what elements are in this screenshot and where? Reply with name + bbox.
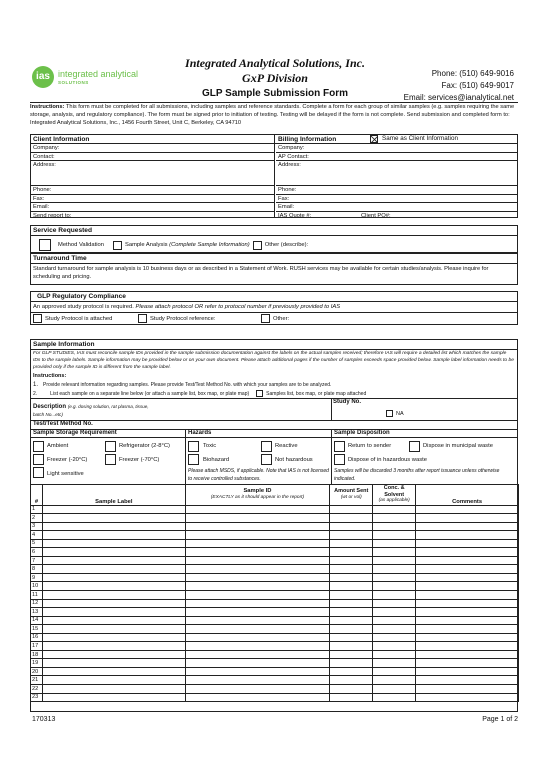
- protocol-attached-checkbox[interactable]: [33, 314, 42, 323]
- amount-cell[interactable]: [330, 548, 373, 557]
- row-number: 4: [31, 531, 43, 540]
- row-number: 22: [31, 684, 43, 693]
- row-number: 8: [31, 565, 43, 574]
- sample-info-note: For GLP STUDIES, IAS must reconcile sample IDs provided in the sample submission documentation against the labels on the actual samples received; therefore IAS will require a detailed list which matches the sample IDs to the sample labels. Sample information may be provided below or on your own document. Please attach additional pages if the number of samples exceeds space provided below. Sample label information needs to be provided only if the sample ID is different from the sample label.: [33, 351, 514, 371]
- col-label-header: Sample Label: [42, 485, 185, 506]
- row-number: 18: [31, 650, 43, 659]
- col-amount-header: Amount Sent (wt or vol): [330, 485, 373, 506]
- sample-id-cell[interactable]: [185, 590, 330, 599]
- col-comments-header: Comments: [416, 485, 519, 506]
- toxic-checkbox[interactable]: [188, 441, 199, 452]
- sample-id-cell[interactable]: [185, 684, 330, 693]
- amount-cell[interactable]: [330, 539, 373, 548]
- conc-cell[interactable]: [373, 556, 416, 565]
- conc-cell[interactable]: [373, 573, 416, 582]
- sample-id-cell[interactable]: [185, 556, 330, 565]
- amount-cell[interactable]: [330, 582, 373, 591]
- conc-cell[interactable]: [373, 531, 416, 540]
- conc-cell[interactable]: [373, 693, 416, 702]
- comments-cell[interactable]: [416, 514, 519, 523]
- row-number: 1: [31, 505, 43, 514]
- method-validation-checkbox[interactable]: [39, 239, 51, 251]
- disposition-title: Sample Disposition: [334, 430, 390, 436]
- row-number: 10: [31, 582, 43, 591]
- protocol-reference-checkbox[interactable]: [138, 314, 147, 323]
- logo: [32, 66, 152, 90]
- col-id-header: Sample ID (EXACTLY as it should appear in the report): [185, 485, 330, 506]
- hazards-title: Hazards: [188, 430, 212, 436]
- sample-label-cell[interactable]: [42, 573, 185, 582]
- client-po-field[interactable]: Client PO#:: [361, 212, 391, 219]
- comments-cell[interactable]: [416, 590, 519, 599]
- col-conc-header: Conc. & Solvent (as applicable): [373, 485, 416, 506]
- same-as-client-label: Same as Client Information: [382, 135, 458, 142]
- table-row: [31, 599, 519, 608]
- table-row: [31, 582, 519, 591]
- comments-cell[interactable]: [416, 684, 519, 693]
- sample-label-cell[interactable]: [42, 539, 185, 548]
- return-sender-label: Return to sender: [348, 443, 392, 449]
- comments-cell[interactable]: [416, 608, 519, 617]
- protocol-reference-label: Study Protocol reference:: [150, 315, 216, 322]
- table-row: [31, 531, 519, 540]
- sample-label-cell[interactable]: [42, 531, 185, 540]
- sample-id-cell[interactable]: [185, 625, 330, 634]
- row-number: 17: [31, 642, 43, 651]
- sample-label-cell[interactable]: [42, 608, 185, 617]
- storage-title: Sample Storage Requirement: [33, 430, 117, 436]
- row-number: 12: [31, 599, 43, 608]
- row-number: 3: [31, 522, 43, 531]
- billing-info-title: Billing Information: [278, 136, 337, 143]
- row-number: 20: [31, 667, 43, 676]
- ambient-checkbox[interactable]: [33, 441, 44, 452]
- footer-page: Page 1 of 2: [482, 716, 518, 723]
- company-name: Integrated Analytical Solutions, Inc.: [185, 56, 365, 70]
- sample-step-1: 1. Provide relevant information regarding samples. Please provide Test/Test Method No. with which your samples are to be analyzed.: [33, 382, 332, 388]
- sample-id-cell[interactable]: [185, 650, 330, 659]
- turnaround-title: Turnaround Time: [33, 255, 87, 262]
- amount-cell[interactable]: [330, 565, 373, 574]
- amount-cell[interactable]: [330, 625, 373, 634]
- sample-list-attached-checkbox[interactable]: [256, 390, 263, 397]
- refrigerator-label: Refrigerator (2-8°C): [119, 443, 170, 449]
- billing-company-field[interactable]: Company:: [276, 144, 518, 153]
- amount-cell[interactable]: [330, 608, 373, 617]
- reactive-checkbox[interactable]: [261, 441, 272, 452]
- table-row: [31, 573, 519, 582]
- sample-info-title: Sample Information: [33, 341, 95, 348]
- sample-id-cell[interactable]: [185, 633, 330, 642]
- amount-cell[interactable]: [330, 599, 373, 608]
- conc-cell[interactable]: [373, 565, 416, 574]
- conc-cell[interactable]: [373, 659, 416, 668]
- billing-address-field[interactable]: Address:: [276, 161, 518, 186]
- service-title: Service Requested: [33, 227, 93, 234]
- billing-ap-contact-field[interactable]: AP Contact:: [276, 153, 518, 162]
- comments-cell[interactable]: [416, 539, 519, 548]
- freezer-70-label: Freezer (-70°C): [119, 457, 160, 463]
- comments-cell[interactable]: [416, 693, 519, 702]
- sample-id-cell[interactable]: [185, 522, 330, 531]
- sample-id-cell[interactable]: [185, 548, 330, 557]
- comments-cell[interactable]: [416, 573, 519, 582]
- sample-id-cell[interactable]: [185, 667, 330, 676]
- sample-id-cell[interactable]: [185, 693, 330, 702]
- disposition-note: Samples will be discarded 3 months after report issuance unless otherwise indicated.: [334, 468, 500, 482]
- sample-label-cell[interactable]: [42, 659, 185, 668]
- footer-code: 170313: [32, 716, 56, 723]
- dispose-hazardous-checkbox[interactable]: [334, 454, 345, 465]
- sample-id-cell[interactable]: [185, 676, 330, 685]
- sample-label-cell[interactable]: [42, 548, 185, 557]
- amount-cell[interactable]: [330, 633, 373, 642]
- test-method-field[interactable]: Test/Test Method No.: [33, 421, 93, 427]
- sample-id-cell[interactable]: [185, 608, 330, 617]
- turnaround-text: Standard turnaround for sample analysis is 10 business days or as described in a Statement of Work. RUSH services may be available for certain studies/analysis. Please inquire for scheduling and pricing.: [33, 266, 489, 280]
- table-row: [31, 625, 519, 634]
- table-row: [31, 667, 519, 676]
- conc-cell[interactable]: [373, 505, 416, 514]
- table-row: [31, 522, 519, 531]
- table-row: [31, 590, 519, 599]
- comments-cell[interactable]: [416, 616, 519, 625]
- row-number: 6: [31, 548, 43, 557]
- conc-cell[interactable]: [373, 582, 416, 591]
- glp-title: GLP Regulatory Compliance: [37, 293, 126, 300]
- conc-cell[interactable]: [373, 642, 416, 651]
- table-row: [31, 693, 519, 702]
- conc-cell[interactable]: [373, 650, 416, 659]
- division-name: GxP Division: [242, 71, 308, 85]
- client-billing-box: [30, 134, 518, 218]
- amount-cell[interactable]: [330, 590, 373, 599]
- glp-requirement-text: An approved study protocol is required. Please attach protocol OR refer to protocol number if previously provided to IAS: [33, 304, 341, 310]
- ambient-label: Ambient: [47, 443, 69, 449]
- comments-cell[interactable]: [416, 556, 519, 565]
- light-sensitive-checkbox[interactable]: [33, 467, 44, 478]
- client-email-field[interactable]: Email:: [31, 203, 275, 212]
- biohazard-checkbox[interactable]: [188, 454, 199, 465]
- amount-cell[interactable]: [330, 616, 373, 625]
- same-as-client-checkbox[interactable]: [370, 135, 378, 143]
- glp-other-checkbox[interactable]: [261, 314, 270, 323]
- toxic-label: Toxic: [203, 443, 217, 449]
- logo-sub-text: SOLUTIONS: [58, 80, 89, 85]
- sample-label-cell[interactable]: [42, 590, 185, 599]
- ias-quote-field[interactable]: IAS Quote #:: [278, 212, 312, 219]
- conc-cell[interactable]: [373, 625, 416, 634]
- table-row: [31, 676, 519, 685]
- logo-circle-icon: [32, 66, 54, 88]
- billing-email-field[interactable]: Email:: [276, 203, 518, 212]
- other-service-checkbox[interactable]: [253, 241, 262, 250]
- amount-cell[interactable]: [330, 505, 373, 514]
- row-number: 15: [31, 625, 43, 634]
- light-sensitive-label: Light sensitive: [47, 471, 84, 477]
- table-row: [31, 650, 519, 659]
- conc-cell[interactable]: [373, 539, 416, 548]
- row-number: 2: [31, 514, 43, 523]
- dispose-municipal-checkbox[interactable]: [409, 441, 420, 452]
- row-number: 9: [31, 573, 43, 582]
- conc-cell[interactable]: [373, 667, 416, 676]
- client-fax-field[interactable]: Fax:: [31, 195, 275, 204]
- sample-label-cell[interactable]: [42, 505, 185, 514]
- logo-main-text: integrated analytical: [58, 69, 139, 79]
- sample-label-cell[interactable]: [42, 599, 185, 608]
- conc-cell[interactable]: [373, 522, 416, 531]
- row-number: 14: [31, 616, 43, 625]
- comments-cell[interactable]: [416, 582, 519, 591]
- sample-id-cell[interactable]: [185, 539, 330, 548]
- row-number: 7: [31, 556, 43, 565]
- table-row: [31, 514, 519, 523]
- dispose-municipal-label: Dispose in municipal waste: [423, 443, 493, 449]
- comments-cell[interactable]: [416, 505, 519, 514]
- comments-cell[interactable]: [416, 625, 519, 634]
- contact-email: Email: services@ianalytical.net: [403, 93, 514, 102]
- amount-cell[interactable]: [330, 573, 373, 582]
- conc-cell[interactable]: [373, 548, 416, 557]
- reactive-label: Reactive: [275, 443, 298, 449]
- sample-label-cell[interactable]: [42, 633, 185, 642]
- refrigerator-checkbox[interactable]: [105, 441, 116, 452]
- glp-compliance-box: [30, 291, 518, 325]
- amount-cell[interactable]: [330, 514, 373, 523]
- biohazard-label: Biohazard: [203, 457, 230, 463]
- turnaround-box: [30, 253, 518, 285]
- table-row: [31, 633, 519, 642]
- table-row: [31, 565, 519, 574]
- comments-cell[interactable]: [416, 676, 519, 685]
- table-row: [31, 608, 519, 617]
- sample-label-cell[interactable]: [42, 667, 185, 676]
- protocol-attached-label: Study Protocol is attached: [45, 315, 113, 322]
- sample-id-cell[interactable]: [185, 599, 330, 608]
- comments-cell[interactable]: [416, 667, 519, 676]
- table-row: [31, 539, 519, 548]
- contact-fax: Fax: (510) 649-9017: [441, 81, 514, 90]
- logo-ias-text: ias: [36, 71, 50, 82]
- conc-cell[interactable]: [373, 633, 416, 642]
- row-number: 5: [31, 539, 43, 548]
- sample-label-cell[interactable]: [42, 676, 185, 685]
- sample-instructions-label: Instructions:: [33, 373, 67, 379]
- table-row: [31, 616, 519, 625]
- freezer-70-checkbox[interactable]: [105, 454, 116, 465]
- instructions-text: This form must be completed for all submissions, including samples and reference standards. Complete a form for each group of similar samples (e.g. samples requiring the same storage, analysis, and regulatory compliance). The form must be signed prior to initiation of testing. Testing will be delayed if the form is not complete. Send submission and completed form to: Integrated Analytical Solutions, Inc., 1456 Fourth Street, Unit C, Berkeley, CA 94710: [30, 104, 515, 127]
- sample-list-attached-label: Samples list, box map, or plate map attached: [266, 390, 367, 397]
- glp-other-label: Other:: [273, 315, 290, 322]
- comments-cell[interactable]: [416, 548, 519, 557]
- instructions-block: [30, 103, 520, 128]
- sample-analysis-checkbox[interactable]: [113, 241, 122, 250]
- client-company-field[interactable]: Company:: [31, 144, 275, 153]
- sample-id-cell[interactable]: [185, 565, 330, 574]
- comments-cell[interactable]: [416, 522, 519, 531]
- method-validation-label: Method Validation: [58, 242, 104, 248]
- sample-label-cell[interactable]: [42, 522, 185, 531]
- table-row: [31, 659, 519, 668]
- form-title: GLP Sample Submission Form: [202, 88, 348, 99]
- comments-cell[interactable]: [416, 642, 519, 651]
- amount-cell[interactable]: [330, 667, 373, 676]
- amount-cell[interactable]: [330, 650, 373, 659]
- amount-cell[interactable]: [330, 693, 373, 702]
- table-row: [31, 548, 519, 557]
- sample-id-cell[interactable]: [185, 573, 330, 582]
- sample-id-cell[interactable]: [185, 531, 330, 540]
- amount-cell[interactable]: [330, 522, 373, 531]
- sample-id-cell[interactable]: [185, 616, 330, 625]
- sample-id-cell[interactable]: [185, 582, 330, 591]
- sample-label-cell[interactable]: [42, 616, 185, 625]
- row-number: 13: [31, 608, 43, 617]
- sample-id-cell[interactable]: [185, 659, 330, 668]
- conc-cell[interactable]: [373, 676, 416, 685]
- comments-cell[interactable]: [416, 650, 519, 659]
- contact-phone: Phone: (510) 649-9016: [431, 69, 514, 78]
- sample-label-cell[interactable]: [42, 582, 185, 591]
- row-number: 21: [31, 676, 43, 685]
- client-phone-field[interactable]: Phone:: [31, 186, 275, 195]
- comments-cell[interactable]: [416, 531, 519, 540]
- study-na-checkbox[interactable]: [386, 410, 393, 417]
- sample-label-cell[interactable]: [42, 565, 185, 574]
- sample-id-cell[interactable]: [185, 642, 330, 651]
- billing-fax-field[interactable]: Fax:: [276, 195, 518, 204]
- return-sender-checkbox[interactable]: [334, 441, 345, 452]
- not-hazardous-label: Not hazardous: [275, 457, 313, 463]
- conc-cell[interactable]: [373, 608, 416, 617]
- row-number: 23: [31, 693, 43, 702]
- description-field[interactable]: Description (e.g. dosing solution, rat plasma, tissue, batch No...etc): [33, 404, 149, 417]
- freezer-20-checkbox[interactable]: [33, 454, 44, 465]
- client-info-title: Client Information: [33, 136, 90, 143]
- table-row: [31, 505, 519, 514]
- sample-step-2: 2. List each sample on a separate line below (or attach a sample list, box map, or plate map) Samples list, box map, or plate map attached: [33, 390, 367, 397]
- sample-table-header: [31, 485, 519, 506]
- amount-cell[interactable]: [330, 642, 373, 651]
- conc-cell[interactable]: [373, 514, 416, 523]
- freezer-20-label: Freezer (-20°C): [47, 457, 88, 463]
- conc-cell[interactable]: [373, 684, 416, 693]
- sample-id-cell[interactable]: [185, 505, 330, 514]
- sample-label-cell[interactable]: [42, 650, 185, 659]
- amount-cell[interactable]: [330, 676, 373, 685]
- sample-label-cell[interactable]: [42, 693, 185, 702]
- sample-analysis-label: Sample Analysis (Complete Sample Information): [124, 242, 250, 248]
- study-na-label: NA: [396, 410, 404, 417]
- conc-cell[interactable]: [373, 590, 416, 599]
- amount-cell[interactable]: [330, 684, 373, 693]
- not-hazardous-checkbox[interactable]: [261, 454, 272, 465]
- row-number: 19: [31, 659, 43, 668]
- comments-cell[interactable]: [416, 565, 519, 574]
- client-address-field[interactable]: Address:: [31, 161, 275, 186]
- study-no-label: Study No.: [333, 399, 361, 405]
- row-number: 16: [31, 633, 43, 642]
- table-row: [31, 684, 519, 693]
- conc-cell[interactable]: [373, 616, 416, 625]
- send-report-field[interactable]: Send report to:: [33, 212, 72, 219]
- row-number: 11: [31, 590, 43, 599]
- other-service-label: Other (describe):: [264, 242, 309, 248]
- table-row: [31, 642, 519, 651]
- table-row: [31, 556, 519, 565]
- comments-cell[interactable]: [416, 659, 519, 668]
- amount-cell[interactable]: [330, 659, 373, 668]
- comments-cell[interactable]: [416, 633, 519, 642]
- col-num-header: #: [31, 485, 43, 506]
- sample-label-cell[interactable]: [42, 642, 185, 651]
- service-requested-box: [30, 225, 518, 253]
- comments-cell[interactable]: [416, 599, 519, 608]
- instructions-label: Instructions:: [30, 104, 65, 110]
- client-contact-field[interactable]: Contact:: [31, 153, 275, 162]
- sample-label-cell[interactable]: [42, 514, 185, 523]
- amount-cell[interactable]: [330, 531, 373, 540]
- hazards-note: Please attach MSDS, if applicable. Note that IAS is not licensed to receive controlled substances.: [188, 468, 329, 482]
- sample-label-cell[interactable]: [42, 625, 185, 634]
- sample-label-cell[interactable]: [42, 684, 185, 693]
- sample-table: [30, 484, 519, 702]
- conc-cell[interactable]: [373, 599, 416, 608]
- dispose-hazardous-label: Dispose of in hazardous waste: [348, 457, 427, 463]
- sample-id-cell[interactable]: [185, 514, 330, 523]
- sample-info-box: [30, 339, 518, 712]
- amount-cell[interactable]: [330, 556, 373, 565]
- billing-phone-field[interactable]: Phone:: [276, 186, 518, 195]
- sample-label-cell[interactable]: [42, 556, 185, 565]
